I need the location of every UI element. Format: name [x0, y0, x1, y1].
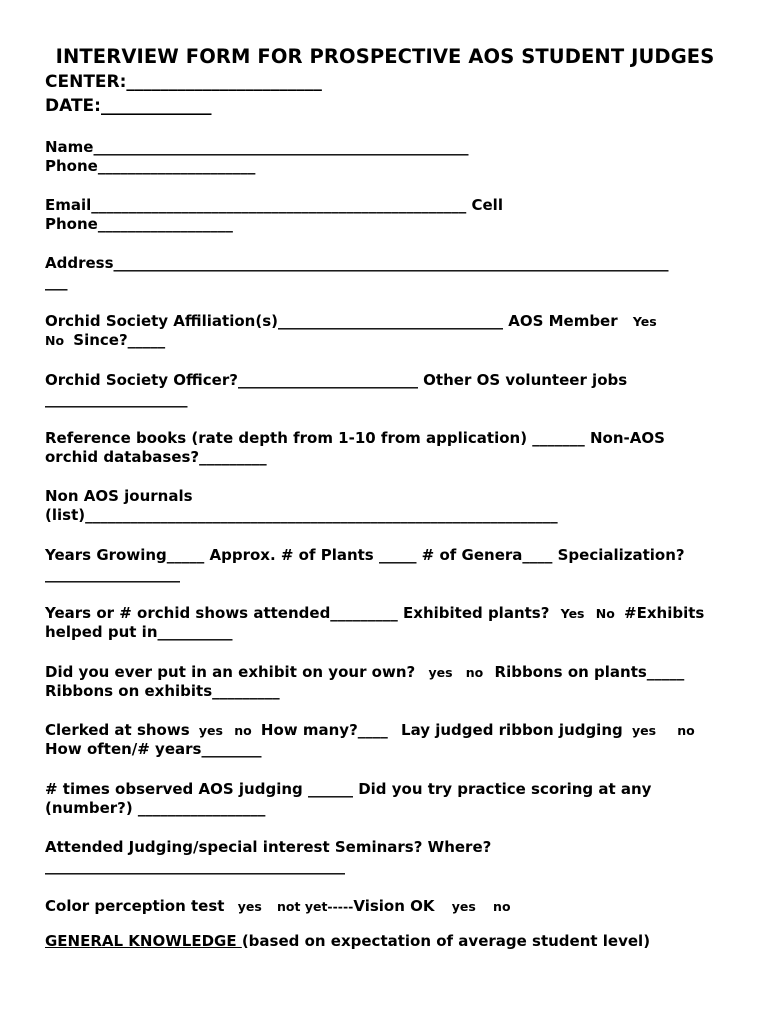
officer-field: Orchid Society Officer?________________________ Other OS volunteer jobs [45, 371, 628, 389]
journals-label: Non AOS journals [45, 487, 193, 505]
seminars-where-field: ________________________________________ [45, 857, 345, 875]
email-field: Email__________________________________________________ Cell [45, 196, 503, 214]
how-often-field: How often/# years________ [45, 740, 262, 758]
lay-judged-label: Lay judged ribbon judging [401, 721, 623, 739]
general-knowledge-note: (based on expectation of average student level) [241, 932, 651, 950]
journals-list-field: (list)_______________________________________________________________ [45, 506, 558, 524]
observed-judging-line: # times observed AOS judging ______ Did you try practice scoring at any [45, 780, 652, 798]
lay-judged-yes: yes [631, 723, 657, 738]
color-test-yes: yes [237, 899, 262, 914]
shows-attended-field: Years or # orchid shows attended_________ Exhibited plants? [45, 604, 550, 622]
form-title: INTERVIEW FORM FOR PROSPECTIVE AOS STUDENT JUDGES [55, 45, 715, 68]
clerked-no: no [234, 723, 252, 738]
own-exhibit-question: Did you ever put in an exhibit on your own? [45, 663, 416, 681]
shows-attended-line [45, 604, 730, 623]
phone-field: Phone_____________________ [45, 157, 256, 175]
exhibited-yes: Yes [560, 606, 585, 621]
general-knowledge-heading: GENERAL KNOWLEDGE [45, 932, 242, 950]
seminars-label: Attended Judging/special interest Seminars? Where? [45, 838, 492, 856]
clerked-label: Clerked at shows [45, 721, 190, 739]
exhibits-label: #Exhibits [624, 604, 705, 622]
lay-judged-no: no [677, 723, 695, 738]
own-exhibit-no: no [465, 665, 484, 680]
specialization-field: __________________ [45, 565, 180, 583]
volunteer-jobs-field: ___________________ [45, 390, 188, 408]
name-field: Name__________________________________________________ [45, 138, 469, 156]
general-knowledge-line [45, 932, 730, 951]
aos-member-yes: Yes [632, 314, 657, 329]
own-exhibit-yes: yes [428, 665, 453, 680]
center-field: CENTER:_______________________ [45, 72, 322, 92]
vision-no: no [493, 899, 511, 914]
address-field: Address__________________________________________________________________________ [45, 254, 669, 272]
ribbons-exhibits-field: Ribbons on exhibits_________ [45, 682, 280, 700]
member-since-field: Since?_____ [73, 331, 166, 349]
color-perception-label: Color perception test [45, 897, 225, 915]
databases-field: orchid databases?_________ [45, 448, 267, 466]
affiliation-line [45, 312, 730, 331]
vision-ok-label: Vision OK [353, 897, 435, 915]
how-many-field: How many?____ [260, 721, 388, 739]
years-growing-line: Years Growing_____ Approx. # of Plants _____ # of Genera____ Specialization? [45, 546, 685, 564]
practice-scoring-number-field: (number?) _________________ [45, 799, 266, 817]
color-test-not-yet: not yet----- [277, 899, 354, 914]
ribbons-plants-field: Ribbons on plants_____ [494, 663, 685, 681]
own-exhibit-line [45, 663, 730, 682]
aos-member-no: No [45, 333, 65, 348]
reference-books-field: Reference books (rate depth from 1-10 from application) _______ Non-AOS [45, 429, 665, 447]
cell-phone-field: Phone__________________ [45, 215, 233, 233]
aos-member-line-2 [45, 331, 730, 350]
affiliation-field: Orchid Society Affiliation(s)______________________________ AOS Member [45, 312, 618, 330]
helped-put-in-field: helped put in__________ [45, 623, 233, 641]
color-vision-line [45, 897, 730, 916]
clerked-line [45, 721, 730, 740]
date-field: DATE:_____________ [45, 96, 212, 116]
clerked-yes: yes [198, 723, 223, 738]
exhibited-no: No [595, 606, 615, 621]
vision-yes: yes [451, 899, 476, 914]
address-field-continued: ___ [45, 273, 68, 291]
